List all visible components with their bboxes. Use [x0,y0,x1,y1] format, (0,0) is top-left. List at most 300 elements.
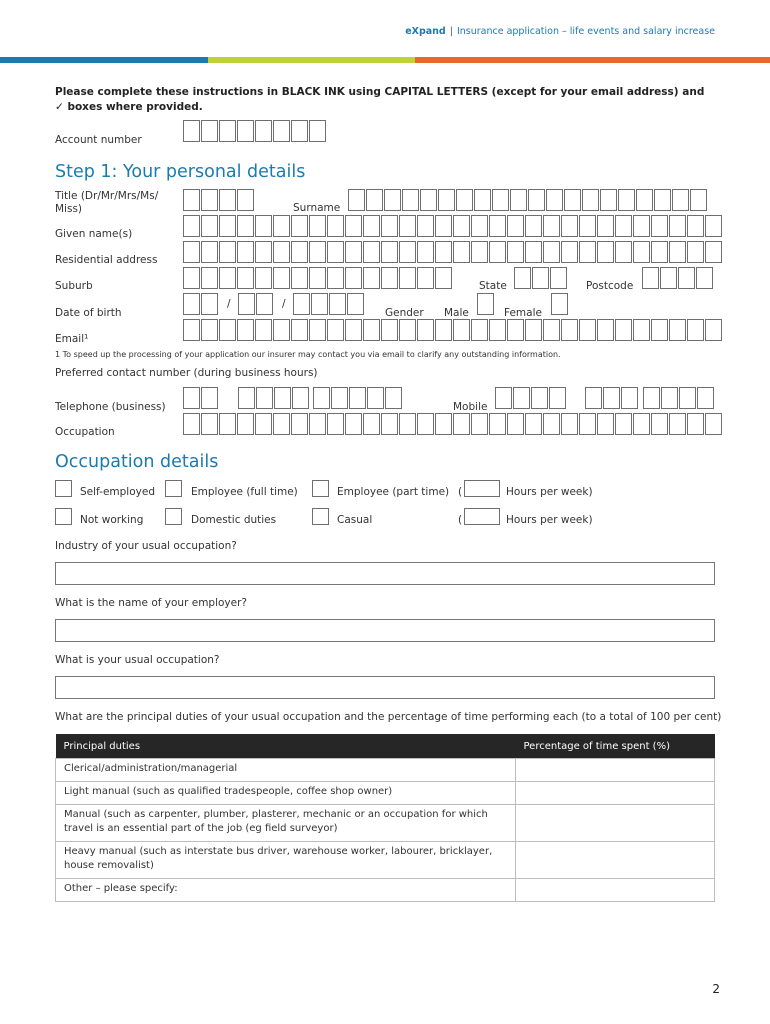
surname-label: Surname [293,202,341,214]
telephone-label: Telephone (business) [55,401,166,413]
char-box[interactable] [348,189,365,211]
telephone-boxes[interactable] [238,387,309,409]
char-box[interactable] [597,215,614,237]
table-row [56,782,715,805]
char-box[interactable] [579,413,596,435]
char-box[interactable] [550,267,567,289]
char-box[interactable] [237,215,254,237]
char-box[interactable] [471,413,488,435]
percentage-input[interactable] [516,879,715,902]
char-box[interactable] [183,319,200,341]
char-box[interactable] [399,267,416,289]
percentage-input[interactable] [516,842,715,879]
char-box[interactable] [579,319,596,341]
char-box[interactable] [273,319,290,341]
char-box[interactable] [687,241,704,263]
char-box[interactable] [327,267,344,289]
char-box[interactable] [561,241,578,263]
employer-input[interactable] [55,619,715,642]
char-box[interactable] [237,413,254,435]
casual-label: Casual [337,514,373,526]
char-box[interactable] [256,293,273,315]
char-box[interactable] [399,319,416,341]
char-box[interactable] [525,319,542,341]
char-box[interactable] [543,215,560,237]
date-separator: / [227,298,231,310]
duty-label: Clerical/administration/managerial [56,759,516,782]
char-box[interactable] [579,241,596,263]
char-box[interactable] [219,215,236,237]
char-box[interactable] [597,413,614,435]
char-box[interactable] [345,413,362,435]
char-box[interactable] [417,413,434,435]
char-box[interactable] [669,413,686,435]
char-box[interactable] [402,189,419,211]
not-working-checkbox[interactable] [55,508,72,525]
brand-name: eXpand [405,26,446,37]
casual-hours-input[interactable] [464,508,500,525]
title-label: Title (Dr/Mr/Mrs/Ms/ Miss) [55,190,159,215]
duty-label: Other – please specify: [56,879,516,902]
hours-per-week-label: Hours per week) [506,514,593,526]
male-checkbox[interactable] [477,293,494,315]
char-box[interactable] [273,241,290,263]
account-number-label: Account number [55,134,142,146]
char-box[interactable] [582,189,599,211]
char-box[interactable] [597,319,614,341]
char-box[interactable] [381,215,398,237]
postcode-boxes[interactable] [642,267,713,289]
char-box[interactable] [255,267,272,289]
char-box[interactable] [510,189,527,211]
state-boxes[interactable] [514,267,567,289]
employer-question: What is the name of your employer? [55,597,247,609]
char-box[interactable] [183,293,200,315]
account-number-boxes[interactable] [183,120,326,142]
char-box[interactable] [292,387,309,409]
mobile-boxes[interactable] [495,387,566,409]
email-footnote: 1 To speed up the processing of your application our insurer may contact you via email to clarify any outstanding information. [55,350,561,359]
char-box[interactable] [183,413,200,435]
char-box[interactable] [309,267,326,289]
step1-heading: Step 1: Your personal details [55,162,306,182]
char-box[interactable] [417,215,434,237]
char-box[interactable] [201,241,218,263]
given-names-boxes[interactable] [183,215,722,237]
char-box[interactable] [549,387,566,409]
char-box[interactable] [345,241,362,263]
char-box[interactable] [291,319,308,341]
char-box[interactable] [238,293,255,315]
char-box[interactable] [435,319,452,341]
char-box[interactable] [345,267,362,289]
char-box[interactable] [600,189,617,211]
char-box[interactable] [399,413,416,435]
char-box[interactable] [513,387,530,409]
char-box[interactable] [435,241,452,263]
char-box[interactable] [507,241,524,263]
char-box[interactable] [273,267,290,289]
email-boxes[interactable] [183,319,722,341]
domestic-duties-label: Domestic duties [191,514,277,526]
char-box[interactable] [687,319,704,341]
char-box[interactable] [349,387,366,409]
char-box[interactable] [633,215,650,237]
char-box[interactable] [474,189,491,211]
char-box[interactable] [309,241,326,263]
usual-occupation-input[interactable] [55,676,715,699]
char-box[interactable] [219,319,236,341]
char-box[interactable] [237,267,254,289]
char-box[interactable] [238,387,255,409]
char-box[interactable] [636,189,653,211]
char-box[interactable] [672,189,689,211]
char-box[interactable] [633,319,650,341]
char-box[interactable] [615,413,632,435]
duties-question: What are the principal duties of your usual occupation and the percentage of time performing each (to a total of 100 per cent) [55,711,722,723]
char-box[interactable] [345,319,362,341]
self-employed-checkbox[interactable] [55,480,72,497]
char-box[interactable] [507,215,524,237]
duty-label: Manual (such as carpenter, plumber, plasterer, mechanic or an occupation for which travel is an essential part of the job (eg field surveyor) [56,805,516,842]
char-box[interactable] [274,387,291,409]
given-names-label: Given name(s) [55,228,133,240]
char-box[interactable] [201,267,218,289]
char-box[interactable] [660,267,677,289]
gender-label: Gender [385,307,424,319]
char-box[interactable] [183,189,200,211]
char-box[interactable] [651,319,668,341]
suburb-label: Suburb [55,280,93,292]
open-paren: ( [458,486,463,498]
char-box[interactable] [543,413,560,435]
date-separator: / [282,298,286,310]
char-box[interactable] [219,241,236,263]
char-box[interactable] [309,413,326,435]
char-box[interactable] [453,215,470,237]
char-box[interactable] [642,267,659,289]
char-box[interactable] [561,413,578,435]
duties-header: Principal duties [56,734,516,759]
table-row [56,879,715,902]
header-separator: | [449,26,453,37]
char-box[interactable] [435,413,452,435]
char-box[interactable] [528,189,545,211]
char-box[interactable] [381,241,398,263]
duties-table [55,734,715,902]
char-box[interactable] [255,215,272,237]
char-box[interactable] [531,387,548,409]
char-box[interactable] [219,189,236,211]
usual-occupation-question: What is your usual occupation? [55,654,220,666]
char-box[interactable] [327,215,344,237]
char-box[interactable] [489,413,506,435]
char-box[interactable] [201,215,218,237]
part-time-hours-input[interactable] [464,480,500,497]
email-label: Email¹ [55,333,89,345]
char-box[interactable] [347,293,364,315]
char-box[interactable] [561,319,578,341]
char-box[interactable] [532,267,549,289]
char-box[interactable] [309,120,326,142]
char-box[interactable] [597,241,614,263]
char-box[interactable] [687,215,704,237]
male-label: Male [444,307,469,319]
char-box[interactable] [420,189,437,211]
char-box[interactable] [381,413,398,435]
mobile-boxes-2[interactable] [585,387,638,409]
char-box[interactable] [201,319,218,341]
char-box[interactable] [651,215,668,237]
telephone-boxes-2[interactable] [313,387,402,409]
dob-day-boxes[interactable] [183,293,218,315]
char-box[interactable] [384,189,401,211]
header-subtitle: Insurance application – life events and salary increase [456,26,715,37]
char-box[interactable] [471,241,488,263]
percentage-input[interactable] [516,782,715,805]
char-box[interactable] [183,241,200,263]
char-box[interactable] [669,241,686,263]
full-time-label: Employee (full time) [191,486,298,498]
char-box[interactable] [329,293,346,315]
char-box[interactable] [678,267,695,289]
char-box[interactable] [579,215,596,237]
char-box[interactable] [237,319,254,341]
char-box[interactable] [551,293,568,315]
char-box[interactable] [237,189,254,211]
char-box[interactable] [255,241,272,263]
casual-checkbox[interactable] [312,508,329,525]
char-box[interactable] [621,387,638,409]
char-box[interactable] [385,387,402,409]
industry-input[interactable] [55,562,715,585]
self-employed-label: Self-employed [80,486,155,498]
char-box[interactable] [669,319,686,341]
mobile-boxes-3[interactable] [643,387,714,409]
char-box[interactable] [651,413,668,435]
page-number: 2 [712,982,720,996]
char-box[interactable] [399,241,416,263]
stripe-green [208,57,415,63]
char-box[interactable] [453,319,470,341]
telephone-area-boxes[interactable] [183,387,218,409]
char-box[interactable] [489,241,506,263]
char-box[interactable] [495,387,512,409]
char-box[interactable] [546,189,563,211]
char-box[interactable] [651,241,668,263]
char-box[interactable] [327,319,344,341]
date-of-birth-label: Date of birth [55,307,122,319]
char-box[interactable] [273,120,290,142]
table-row [56,842,715,879]
char-box[interactable] [293,293,310,315]
stripe-blue [0,57,208,63]
char-box[interactable] [311,293,328,315]
char-box[interactable] [561,215,578,237]
part-time-label: Employee (part time) [337,486,450,498]
percentage-input[interactable] [516,805,715,842]
char-box[interactable] [633,241,650,263]
char-box[interactable] [219,120,236,142]
char-box[interactable] [331,387,348,409]
table-row [56,759,715,782]
char-box[interactable] [367,387,384,409]
char-box[interactable] [615,215,632,237]
char-box[interactable] [363,413,380,435]
char-box[interactable] [525,215,542,237]
char-box[interactable] [690,189,707,211]
state-label: State [479,280,507,292]
char-box[interactable] [417,267,434,289]
char-box[interactable] [633,413,650,435]
char-box[interactable] [489,319,506,341]
char-box[interactable] [183,215,200,237]
char-box[interactable] [643,387,660,409]
occupation-label: Occupation [55,426,115,438]
char-box[interactable] [435,215,452,237]
char-box[interactable] [363,319,380,341]
char-box[interactable] [492,189,509,211]
dob-month-boxes[interactable] [238,293,273,315]
char-box[interactable] [291,241,308,263]
duty-label: Light manual (such as qualified tradespeople, coffee shop owner) [56,782,516,805]
female-label: Female [504,307,542,319]
char-box[interactable] [219,413,236,435]
title-boxes[interactable] [183,189,254,211]
char-box[interactable] [381,319,398,341]
part-time-checkbox[interactable] [312,480,329,497]
char-box[interactable] [615,319,632,341]
char-box[interactable] [237,120,254,142]
char-box[interactable] [669,215,686,237]
char-box[interactable] [679,387,696,409]
char-box[interactable] [456,189,473,211]
industry-question: Industry of your usual occupation? [55,540,237,552]
dob-year-boxes[interactable] [293,293,364,315]
char-box[interactable] [327,241,344,263]
char-box[interactable] [489,215,506,237]
occupation-boxes[interactable] [183,413,722,435]
char-box[interactable] [256,387,273,409]
char-box[interactable] [291,267,308,289]
char-box[interactable] [654,189,671,211]
char-box[interactable] [219,267,236,289]
postcode-label: Postcode [586,280,634,292]
instructions: Please complete these instructions in BLACK INK using CAPITAL LETTERS (except for your email address) and ✓ boxes where provided. [55,86,705,113]
surname-boxes[interactable] [348,189,707,211]
char-box[interactable] [255,319,272,341]
char-box[interactable] [477,293,494,315]
char-box[interactable] [237,241,254,263]
suburb-boxes[interactable] [183,267,452,289]
char-box[interactable] [543,241,560,263]
char-box[interactable] [309,319,326,341]
char-box[interactable] [543,319,560,341]
char-box[interactable] [291,120,308,142]
char-box[interactable] [327,413,344,435]
char-box[interactable] [687,413,704,435]
residential-address-label: Residential address [55,254,158,266]
char-box[interactable] [507,319,524,341]
char-box[interactable] [201,293,218,315]
char-box[interactable] [313,387,330,409]
char-box[interactable] [705,241,722,263]
hours-per-week-label: Hours per week) [506,486,593,498]
char-box[interactable] [661,387,678,409]
residential-address-boxes[interactable] [183,241,722,263]
char-box[interactable] [366,189,383,211]
char-box[interactable] [345,215,362,237]
char-box[interactable] [273,215,290,237]
char-box[interactable] [417,241,434,263]
preferred-contact-label: Preferred contact number (during business hours) [55,367,318,379]
not-working-label: Not working [80,514,144,526]
char-box[interactable] [291,413,308,435]
domestic-duties-checkbox[interactable] [165,508,182,525]
full-time-checkbox[interactable] [165,480,182,497]
char-box[interactable] [363,241,380,263]
char-box[interactable] [363,267,380,289]
char-box[interactable] [705,215,722,237]
page-header [405,26,715,37]
char-box[interactable] [525,413,542,435]
open-paren: ( [458,514,463,526]
char-box[interactable] [525,241,542,263]
char-box[interactable] [615,241,632,263]
char-box[interactable] [696,267,713,289]
char-box[interactable] [201,189,218,211]
char-box[interactable] [507,413,524,435]
char-box[interactable] [183,267,200,289]
char-box[interactable] [564,189,581,211]
char-box[interactable] [183,387,200,409]
char-box[interactable] [255,413,272,435]
female-checkbox[interactable] [551,293,568,315]
char-box[interactable] [453,413,470,435]
char-box[interactable] [309,215,326,237]
char-box[interactable] [705,413,722,435]
char-box[interactable] [201,387,218,409]
char-box[interactable] [363,215,380,237]
char-box[interactable] [435,267,452,289]
char-box[interactable] [453,241,470,263]
table-row [56,805,715,842]
char-box[interactable] [585,387,602,409]
char-box[interactable] [201,120,218,142]
char-box[interactable] [381,267,398,289]
char-box[interactable] [201,413,218,435]
char-box[interactable] [514,267,531,289]
char-box[interactable] [705,319,722,341]
char-box[interactable] [255,120,272,142]
stripe-orange [415,57,770,63]
char-box[interactable] [618,189,635,211]
occupation-heading: Occupation details [55,452,219,472]
char-box[interactable] [417,319,434,341]
char-box[interactable] [399,215,416,237]
char-box[interactable] [291,215,308,237]
percentage-header: Percentage of time spent (%) [516,734,715,759]
char-box[interactable] [438,189,455,211]
char-box[interactable] [183,120,200,142]
char-box[interactable] [273,413,290,435]
percentage-input[interactable] [516,759,715,782]
char-box[interactable] [471,319,488,341]
char-box[interactable] [697,387,714,409]
char-box[interactable] [603,387,620,409]
char-box[interactable] [471,215,488,237]
duty-label: Heavy manual (such as interstate bus driver, warehouse worker, labourer, bricklayer, house removalist) [56,842,516,879]
